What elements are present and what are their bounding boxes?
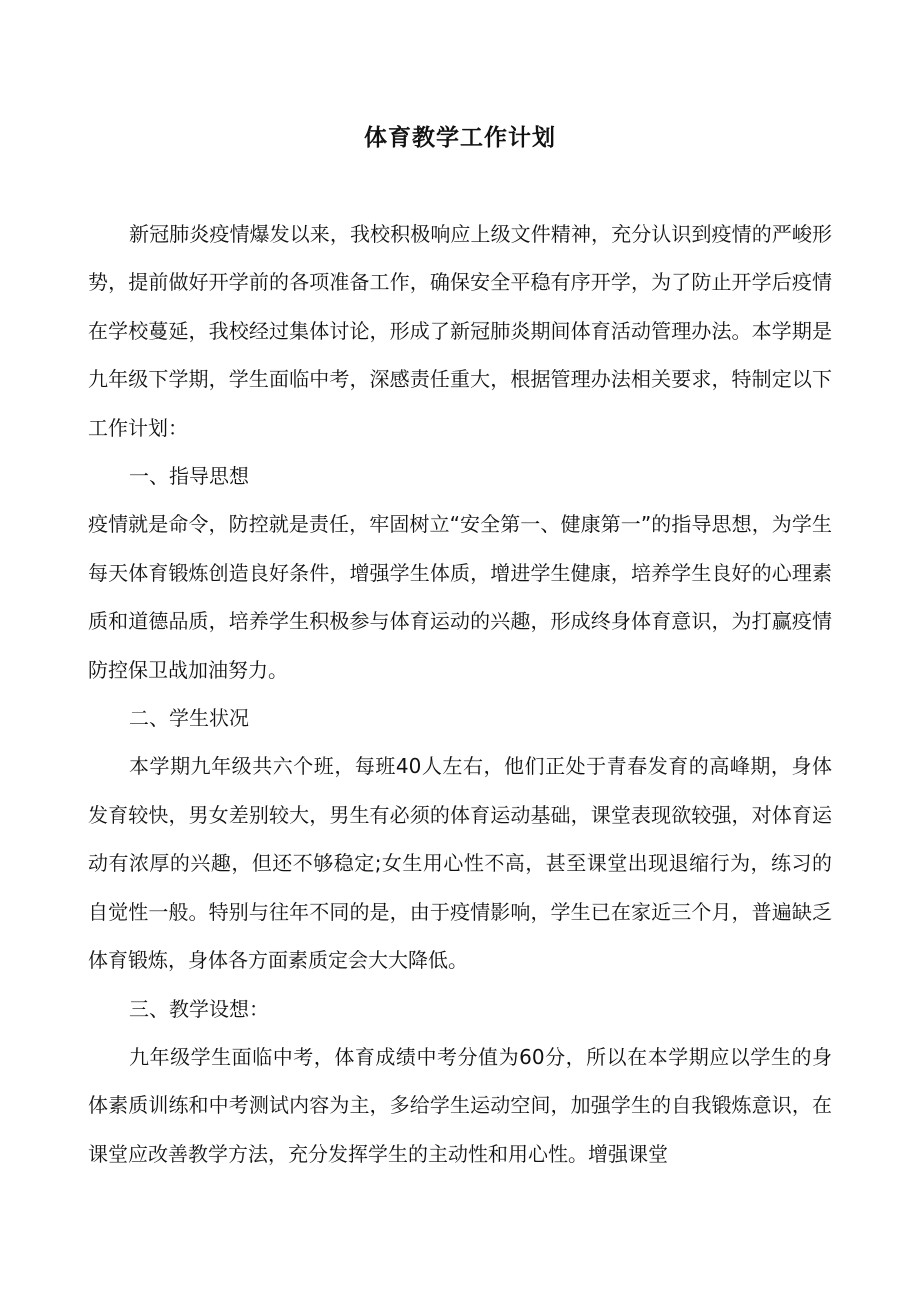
student-situation-paragraph: 本学期九年级共六个班，每班40人左右，他们正处于青春发育的高峰期，身体发育较快，男女差别较大，男生有必须的体育运动基础，课堂表现欲较强，对体育运动有浓厚的兴趣，但还不够稳定;女生用心性不高，甚至课堂出现退缩行为，练习的自觉性一般。特别与往年不同的是，由于疫情影响，学生已在家近三个月，普遍缺乏体育锻炼，身体各方面素质定会大大降低。	[88, 754, 832, 973]
document-title: 体育教学工作计划	[364, 125, 556, 151]
section-heading-student-situation: 二、学生状况	[129, 706, 249, 731]
intro-paragraph: 新冠肺炎疫情爆发以来，我校积极响应上级文件精神，充分认识到疫情的严峻形势，提前做好开学前的各项准备工作，确保安全平稳有序开学，为了防止开学后疫情在学校蔓延，我校经过集体讨论，形成了新冠肺炎期间体育活动管理办法。本学期是九年级下学期，学生面临中考，深感责任重大，根据管理办法相关要求，特制定以下工作计划：	[88, 222, 832, 440]
section-heading-teaching-plan: 三、教学设想：	[129, 996, 269, 1021]
teaching-plan-paragraph: 九年级学生面临中考，体育成绩中考分值为60分，所以在本学期应以学生的身体素质训练和中考测试内容为主，多给学生运动空间，加强学生的自我锻炼意识，在课堂应改善教学方法，充分发挥学生的主动性和用心性。增强课堂	[88, 1044, 832, 1166]
document-body	[88, 210, 832, 1178]
section-heading-guiding-thought: 一、指导思想	[129, 464, 249, 489]
guiding-thought-paragraph: 疫情就是命令，防控就是责任，牢固树立“安全第一、健康第一”的指导思想，为学生每天体育锻炼创造良好条件，增强学生体质，增进学生健康，培养学生良好的心理素质和道德品质，培养学生积极参与体育运动的兴趣，形成终身体育意识，为打赢疫情防控保卫战加油努力。	[88, 512, 832, 682]
